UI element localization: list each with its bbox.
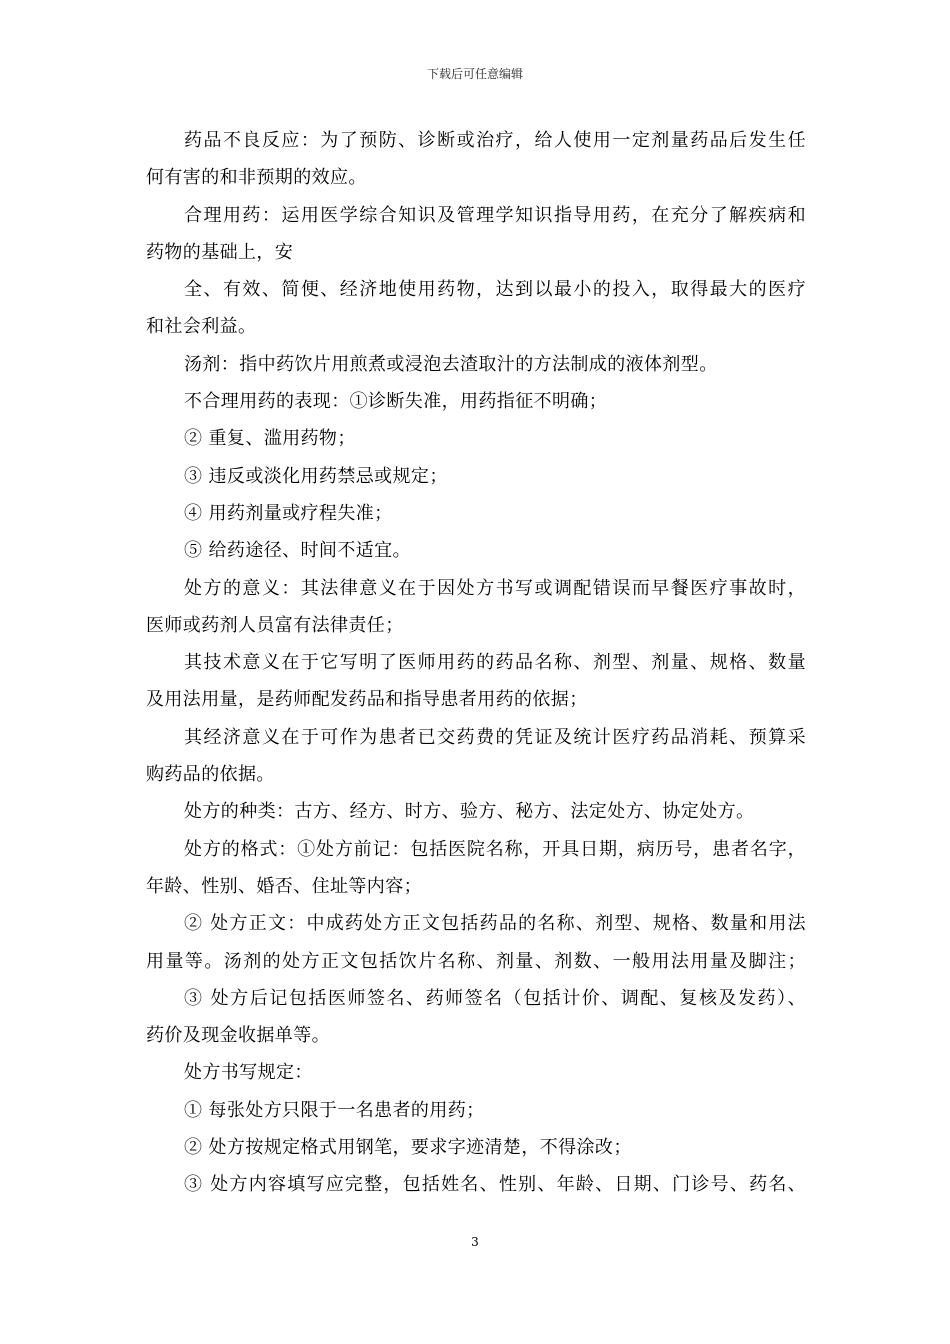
list-item: ③ 处方内容填写应完整，包括姓名、性别、年龄、日期、门诊号、药名、 (184, 1174, 806, 1196)
list-item: ④ 用药剂量或疗程失准； (184, 502, 393, 524)
paragraph-line: 处方的意义：其法律意义在于因处方书写或调配错误而早餐医疗事故时， (184, 577, 806, 599)
paragraph-line: 其技术意义在于它写明了医师用药的药品名称、剂型、剂量、规格、数量 (184, 652, 806, 674)
paragraph-line: 全、有效、简便、经济地使用药物，达到以最小的投入，取得最大的医疗 (184, 279, 806, 301)
paragraph-line: 其经济意义在于可作为患者已交药费的凭证及统计医疗药品消耗、预算采 (184, 726, 806, 748)
paragraph-line: 不合理用药的表现：①诊断失准，用药指征不明确； (184, 391, 608, 413)
paragraph-line: 医师或药剂人员富有法律责任； (146, 614, 404, 636)
list-item: ① 每张处方只限于一名患者的用药； (184, 1099, 485, 1121)
list-item: ③ 违反或淡化用药禁忌或规定； (184, 465, 448, 487)
paragraph-line: 年龄、性别、婚否、住址等内容； (146, 875, 422, 897)
paragraph-line: 及用法用量，是药师配发药品和指导患者用药的依据； (146, 689, 588, 711)
list-item: ③ 处方后记包括医师签名、药师签名（包括计价、调配、复核及发药）、 (184, 987, 806, 1009)
paragraph-line: 处方的种类：古方、经方、时方、验方、秘方、法定处方、协定处方。 (184, 801, 755, 823)
paragraph-line: 汤剂：指中药饮片用煎煮或浸泡去渣取汁的方法制成的液体剂型。 (184, 353, 718, 375)
document-body (146, 122, 806, 1204)
paragraph-line: 药物的基础上，安 (146, 241, 294, 263)
paragraph-line: 何有害的和非预期的效应。 (146, 167, 367, 189)
page-header: 下载后可任意编辑 (426, 67, 523, 81)
paragraph-line: 购药品的依据。 (146, 764, 275, 786)
paragraph-line: 和社会利益。 (146, 316, 257, 338)
list-item: ② 处方正文：中成药处方正文包括药品的名称、剂型、规格、数量和用法 (184, 913, 806, 935)
page-number: 3 (471, 1235, 479, 1249)
paragraph-line: 药价及现金收据单等。 (146, 1025, 330, 1047)
list-item: ⑤ 给药途径、时间不适宜。 (184, 540, 411, 562)
paragraph-line: 处方的格式：①处方前记：包括医院名称，开具日期，病历号，患者名字， (184, 838, 806, 860)
paragraph-line: 药品不良反应：为了预防、诊断或治疗，给人使用一定剂量药品后发生任 (184, 130, 806, 151)
list-item: ② 处方按规定格式用钢笔，要求字迹清楚，不得涂改； (184, 1137, 632, 1159)
paragraph-line: 用量等。汤剂的处方正文包括饮片名称、剂量、剂数、一般用法用量及脚注； (146, 950, 806, 972)
section-heading: 处方书写规定： (184, 1062, 313, 1084)
list-item: ② 重复、滥用药物； (184, 428, 356, 450)
paragraph-line: 合理用药：运用医学综合知识及管理学知识指导用药，在充分了解疾病和 (184, 204, 806, 226)
